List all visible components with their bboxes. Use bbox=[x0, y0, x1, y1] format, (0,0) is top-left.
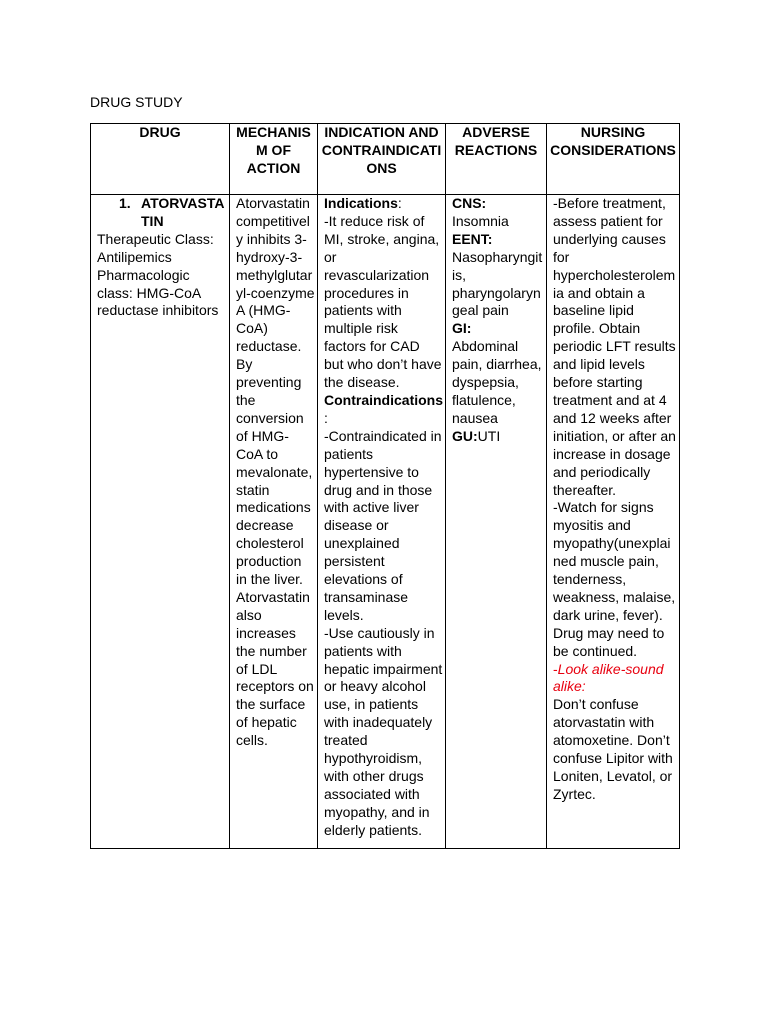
contraindications-label: Contraindications bbox=[324, 391, 444, 408]
adverse-gu bbox=[452, 428, 544, 446]
look-alike-label: Look alike-sound alike: bbox=[553, 660, 664, 695]
indications-text: -It reduce risk of MI, stroke, angina, or revascularization procedures in patients with multiple risk factors for CAD but who don’t have the disease. bbox=[324, 212, 442, 391]
document-title: DRUG STUDY bbox=[90, 94, 183, 110]
adverse-gi-label: GI: bbox=[452, 320, 472, 337]
header-adverse: ADVERSE REACTIONS bbox=[446, 124, 547, 195]
indications-colon: : bbox=[397, 195, 402, 211]
cell-drug bbox=[91, 195, 230, 849]
drug-number: 1. bbox=[119, 195, 131, 211]
adverse-gu-label: GU: bbox=[452, 427, 478, 444]
table-header-row bbox=[91, 124, 680, 195]
contraindications-text-1: -Contraindicated in patients hypertensive to drug and in those with active liver disease or unexplained persistent elevations of transaminase levels. bbox=[324, 427, 442, 623]
nursing-text-2: -Watch for signs myositis and myopathy(unexplained muscle pain, tenderness, weakness, malaise, dark urine, fever). Drug may need to be continued. bbox=[553, 499, 676, 659]
nursing-text-3: Don’t confuse atorvastatin with atomoxetine. Don’t confuse Lipitor with Loniten, Levatol, or Zyrtec. bbox=[553, 696, 673, 802]
header-drug: DRUG bbox=[91, 124, 230, 195]
cell-nursing bbox=[547, 195, 680, 849]
indications-label: Indications bbox=[324, 195, 398, 211]
cell-mechanism bbox=[230, 195, 318, 849]
adverse-eent-text: Nasopharyngitis, pharyngolaryngeal pain bbox=[452, 248, 543, 319]
header-indication: INDICATION AND CONTRAINDICATIONS bbox=[318, 124, 446, 195]
header-nursing: NURSING CONSIDERATIONS bbox=[547, 124, 680, 195]
mechanism-text: Atorvastatin competitively inhibits 3-hydroxy-3-methylglutaryl-coenzyme A (HMG-CoA) reductase. By preventing the conversion of HMG-CoA to mevalonate, statin medications decrease cholesterol production in the liver. Atorvastatin also increases the number of LDL receptors on the surface of hepatic cells. bbox=[236, 195, 315, 749]
table-row bbox=[91, 195, 680, 849]
drug-study-table bbox=[90, 123, 680, 849]
pharmacologic-class: Pharmacologic class: HMG-CoA reductase inhibitors bbox=[97, 266, 219, 319]
contraindications-colon: : bbox=[324, 409, 328, 426]
cell-indication bbox=[318, 195, 446, 849]
nursing-text-1: -Before treatment, assess patient for underlying causes for hypercholesterolemia and obtain a baseline lipid profile. Obtain periodic LFT results and lipid levels before starting treatment and at 4 and 12 weeks after initiation, or after an increase in dosage and periodically thereafter. bbox=[553, 195, 676, 498]
look-alike-heading bbox=[553, 661, 677, 697]
contraindications-text-2: -Use cautiously in patients with hepatic impairment or heavy alcohol use, in patients with inadequately treated hypothyroidism, with other drugs associated with myopathy, and in elderly patients. bbox=[324, 624, 443, 838]
adverse-eent-label: EENT: bbox=[452, 230, 493, 247]
adverse-cns-label: CNS: bbox=[452, 195, 487, 211]
therapeutic-class: Therapeutic Class: Antilipemics bbox=[97, 230, 214, 265]
adverse-gi-text: Abdominal pain, diarrhea, dyspepsia, flatulence, nausea bbox=[452, 338, 542, 426]
adverse-cns-text: Insomnia bbox=[452, 212, 509, 229]
indications-heading bbox=[324, 195, 443, 213]
look-alike-dash: - bbox=[553, 660, 558, 677]
drug-name-text: ATORVASTATIN bbox=[141, 195, 225, 229]
contraindications-heading bbox=[324, 392, 443, 428]
header-mechanism: MECHANISM OF ACTION bbox=[230, 124, 318, 195]
cell-adverse bbox=[446, 195, 547, 849]
adverse-gu-text: UTI bbox=[477, 427, 501, 444]
drug-name bbox=[97, 195, 227, 231]
